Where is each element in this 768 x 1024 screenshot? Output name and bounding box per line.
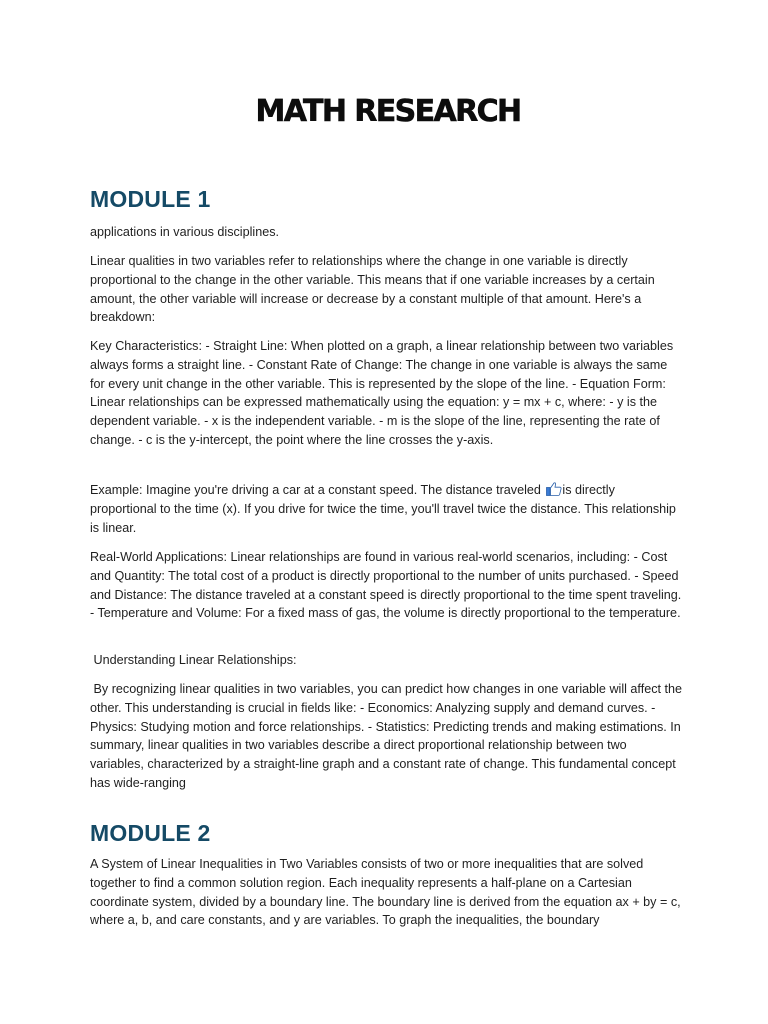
paragraph-4-text-end: is directly proportional to the time (x). If you drive for twice the time, you'll travel twice the distance. This relationship is linear. [90, 483, 676, 535]
document-title: MATH RESEARCH [255, 94, 521, 129]
module-1-paragraph-4 [90, 481, 682, 537]
module-1-paragraph-7: By recognizing linear qualities in two variables, you can predict how changes in one variable will affect the other. This understanding is crucial in fields like: - Economics: Analyzing supply and demand curves. - Physics: Studying motion and force relationships. - Statistics: Predicting trends and making estimations. In summary, linear qualities in two variables describe a direct proportional relationship between two variables, characterized by a straight-line graph and a constant rate of change. This fundamental concept has wide-ranging [90, 682, 686, 790]
module-1-heading: MODULE 1 [90, 186, 211, 212]
paragraph-4-text-start: Example: Imagine you're driving a car at a constant speed. The distance traveled [90, 483, 545, 497]
module-1-paragraph-5: Real-World Applications: Linear relationships are found in various real-world scenarios, including: - Cost and Quantity: The total cost of a product is directly proportional to the number of units purchased. - Speed and Distance: The distance traveled at a constant speed is directly proportional to the time spent traveling. - Temperature and Volume: For a fixed mass of gas, the volume is directly proportional to the temperature. [90, 550, 682, 621]
module-1-paragraph-3: Key Characteristics: - Straight Line: When plotted on a graph, a linear relationship between two variables always forms a straight line. - Constant Rate of Change: The change in one variable is always the same for every unit change in the other variable. This is represented by the slope of the line. - Equation Form: Linear relationships can be expressed mathematically using the equation: y = mx + c, where: - y is the dependent variable. - x is the independent variable. - m is the slope of the line, representing the rate of change. - c is the y-intercept, the point where the line crosses the y-axis. [90, 339, 674, 447]
module-2-paragraph-1: A System of Linear Inequalities in Two Variables consists of two or more inequalities that are solved together to find a common solution region. Each inequality represents a half-plane on a Cartesian coordinate system, divided by a boundary line. The boundary line is derived from the equation ax + by = c, where a, b, and care constants, and y are variables. To graph the inequalities, the boundary [90, 857, 681, 928]
module-2-heading: MODULE 2 [90, 820, 211, 846]
module-1-paragraph-2: Linear qualities in two variables refer to relationships where the change in one variable is directly proportional to the change in the other variable. This means that if one variable increases by a certain amount, the other variable will increase or decrease by a constant multiple of that amount. Here's a breakdown: [90, 254, 655, 325]
module-1-paragraph-1: applications in various disciplines. [90, 225, 280, 239]
thumbs-up-icon [546, 482, 562, 496]
module-1-paragraph-6: Understanding Linear Relationships: [90, 653, 297, 667]
